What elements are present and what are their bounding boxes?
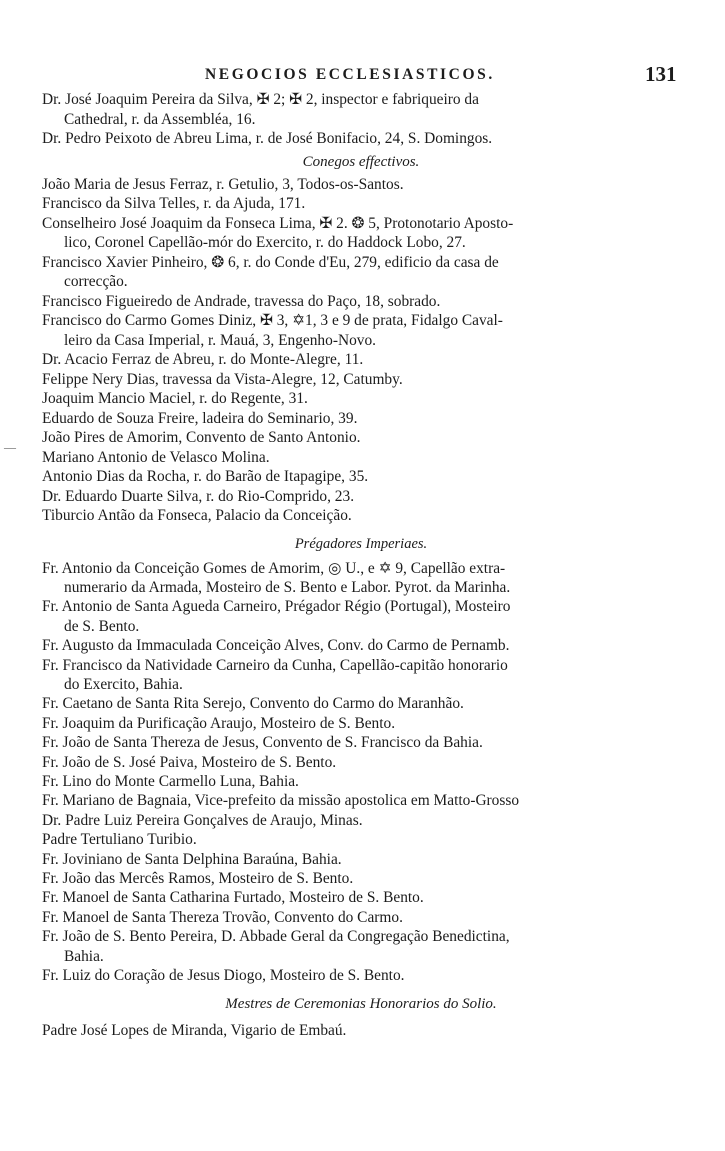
entry	[42, 869, 680, 888]
entry	[42, 733, 680, 752]
entry	[42, 811, 680, 830]
mestres-list	[42, 1021, 680, 1041]
entry-line: Conselheiro José Joaquim da Fonseca Lima, ✠ 2. ❂ 5, Protonotario Aposto-	[42, 214, 514, 232]
entry-line: Fr. João de S. Bento Pereira, D. Abbade Geral da Congregação Benedictina,	[42, 928, 510, 946]
entry-line: Fr. João de S. José Paiva, Mosteiro de S. Bento.	[42, 753, 337, 771]
entry-line: Fr. João de Santa Thereza de Jesus, Convento de S. Francisco da Bahia.	[42, 734, 483, 752]
entry	[42, 175, 680, 195]
entry-line: Fr. Mariano de Bagnaia, Vice-prefeito da missão apostolica em Matto-Grosso	[42, 792, 520, 810]
entry-line: Francisco do Carmo Gomes Diniz, ✠ 3, ✡1, 3 e 9 de prata, Fidalgo Caval-	[42, 312, 503, 329]
entry	[42, 389, 680, 409]
section-heading-conegos: Conegos effectivos.	[302, 153, 420, 170]
entry	[42, 448, 680, 468]
entry-line: Fr. Manoel de Santa Catharina Furtado, Mosteiro de S. Bento.	[42, 889, 424, 907]
entry	[42, 350, 680, 370]
entry	[42, 487, 680, 507]
entry-continuation: Bahia.	[64, 947, 104, 965]
entry	[42, 850, 680, 869]
entry-line: Francisco Figueiredo de Andrade, travessa do Paço, 18, sobrado.	[42, 292, 441, 310]
entry-continuation: Cathedral, r. da Assembléa, 16.	[64, 110, 256, 128]
entry-line: Fr. Caetano de Santa Rita Serejo, Convento do Carmo do Maranhão.	[42, 695, 464, 713]
entry	[42, 753, 680, 772]
entry	[42, 253, 680, 292]
conegos-list	[42, 175, 680, 526]
margin-mark: —	[4, 440, 16, 454]
entry	[42, 292, 680, 312]
entry-line: João Maria de Jesus Ferraz, r. Getulio, 3, Todos-os-Santos.	[42, 175, 404, 193]
section-heading-mestres: Mestres de Ceremonias Honorarios do Solio.	[225, 996, 497, 1013]
entry-line: Fr. Manoel de Santa Thereza Trovão, Convento do Carmo.	[42, 908, 403, 926]
entry-line: Fr. Joaquim da Purificação Araujo, Mosteiro de S. Bento.	[42, 714, 396, 732]
entry	[42, 409, 680, 429]
page-number: 131	[645, 62, 677, 86]
entry	[42, 370, 680, 390]
entry-line: Fr. Luiz do Coração de Jesus Diogo, Mosteiro de S. Bento.	[42, 967, 405, 985]
entry	[42, 656, 680, 695]
entry	[42, 311, 680, 350]
entry-line: Padre Tertuliano Turibio.	[42, 831, 197, 849]
entry-line: João Pires de Amorim, Convento de Santo Antonio.	[42, 429, 361, 446]
entry-line: Tiburcio Antão da Fonseca, Palacio da Conceição.	[42, 507, 352, 524]
entry	[42, 908, 680, 927]
entry	[42, 129, 680, 149]
entry-line: Eduardo de Souza Freire, ladeira do Seminario, 39.	[42, 409, 358, 427]
entry	[42, 467, 680, 487]
page-header-title: NEGOCIOS ECCLESIASTICOS.	[205, 66, 495, 83]
entry-line: Antonio Dias da Rocha, r. do Barão de Itapagipe, 35.	[42, 468, 369, 485]
entry-line: Fr. Antonio de Santa Agueda Carneiro, Prégador Régio (Portugal), Mosteiro	[42, 598, 511, 616]
entry	[42, 772, 680, 791]
entry	[42, 830, 680, 849]
running-header	[0, 62, 725, 88]
entry-line: Dr. Pedro Peixoto de Abreu Lima, r. de José Bonifacio, 24, S. Domingos.	[42, 130, 493, 147]
entry-line: Francisco Xavier Pinheiro, ❂ 6, r. do Conde d'Eu, 279, edificio da casa de	[42, 253, 499, 271]
entry-line: Fr. Augusto da Immaculada Conceição Alves, Conv. do Carmo de Pernamb.	[42, 637, 510, 655]
entry-line: Francisco da Silva Telles, r. da Ajuda, 171.	[42, 195, 306, 212]
entry-line: Padre José Lopes de Miranda, Vigario de Embaú.	[42, 1022, 347, 1040]
entry	[42, 597, 680, 636]
entry-line: Fr. Antonio da Conceição Gomes de Amorim, ◎ U., e ✡ 9, Capellão extra-	[42, 559, 506, 577]
entry-line: Dr. Padre Luiz Pereira Gonçalves de Araujo, Minas.	[42, 811, 363, 829]
entry-line: Fr. Francisco da Natividade Carneiro da Cunha, Capellão-capitão honorario	[42, 656, 508, 674]
entry-continuation: numerario da Armada, Mosteiro de S. Bento e Labor. Pyrot. da Marinha.	[64, 578, 511, 596]
entry-line: Fr. Joviniano de Santa Delphina Baraúna, Bahia.	[42, 850, 342, 868]
entry	[42, 694, 680, 713]
entry	[42, 636, 680, 655]
entry-continuation: de S. Bento.	[64, 617, 140, 635]
entry-line: Dr. Acacio Ferraz de Abreu, r. do Monte-Alegre, 11.	[42, 351, 364, 368]
entry-line: Dr. José Joaquim Pereira da Silva, ✠ 2; ✠ 2, inspector e fabriqueiro da	[42, 91, 479, 108]
top-entries	[42, 90, 680, 149]
entry-continuation: correcção.	[64, 273, 128, 290]
document-body	[42, 90, 680, 1041]
entry	[42, 714, 680, 733]
entry	[42, 428, 680, 448]
entry-line: Fr. Lino do Monte Carmello Luna, Bahia.	[42, 772, 299, 790]
entry	[42, 214, 680, 253]
entry	[42, 1021, 680, 1041]
entry	[42, 559, 680, 598]
entry	[42, 927, 680, 966]
entry-line: Joaquim Mancio Maciel, r. do Regente, 31.	[42, 390, 308, 407]
pregadores-list	[42, 559, 680, 986]
section-heading-pregadores: Prégadores Imperiaes.	[294, 535, 428, 552]
entry	[42, 194, 680, 214]
entry-continuation: do Exercito, Bahia.	[64, 675, 183, 693]
entry	[42, 888, 680, 907]
entry-line: Felippe Nery Dias, travessa da Vista-Alegre, 12, Catumby.	[42, 370, 403, 388]
entry	[42, 506, 680, 526]
entry	[42, 966, 680, 985]
entry-line: Dr. Eduardo Duarte Silva, r. do Rio-Comprido, 23.	[42, 487, 355, 505]
entry	[42, 90, 680, 129]
entry-line: Mariano Antonio de Velasco Molina.	[42, 448, 270, 466]
entry-line: Fr. João das Mercês Ramos, Mosteiro de S. Bento.	[42, 870, 354, 887]
entry-continuation: lico, Coronel Capellão-mór do Exercito, r. do Haddock Lobo, 27.	[64, 234, 466, 251]
entry-continuation: leiro da Casa Imperial, r. Mauá, 3, Engenho-Novo.	[64, 331, 376, 349]
entry	[42, 791, 680, 810]
